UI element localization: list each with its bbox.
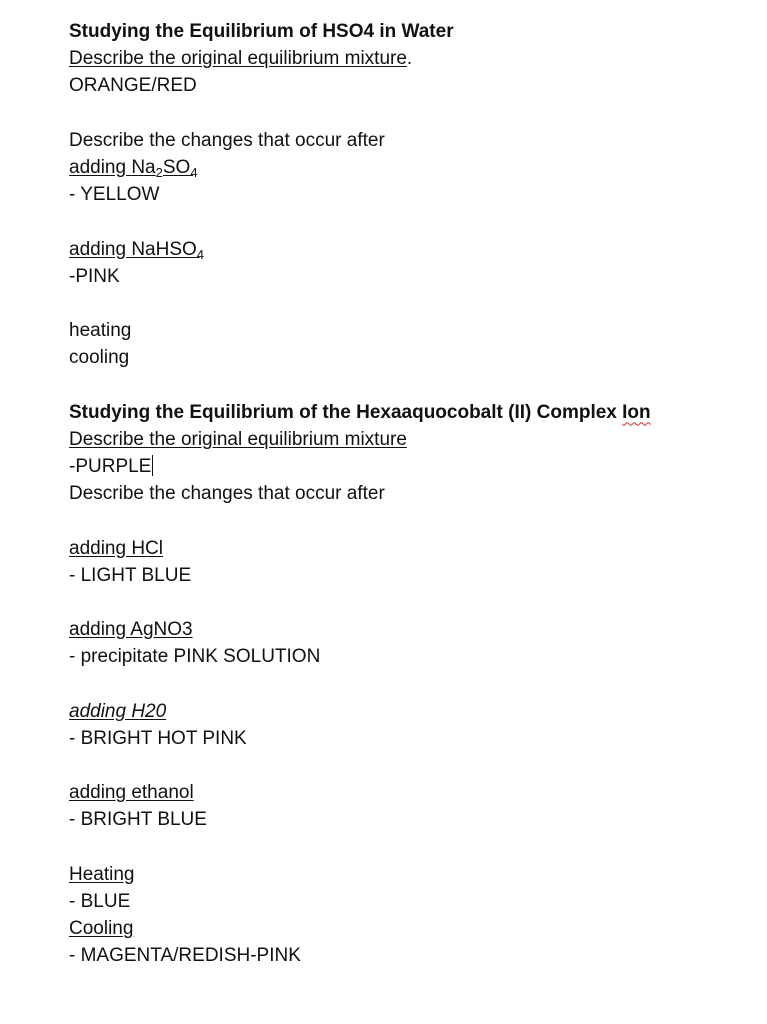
section2-hcl-answer: - LIGHT BLUE [69, 564, 192, 586]
blank-line [69, 507, 729, 534]
section2-describe-answer: -PURPLE [69, 456, 152, 477]
section2-heating-label: Heating [69, 863, 135, 885]
text-cursor [152, 455, 153, 476]
section2-cooling-label: Cooling [69, 918, 134, 940]
section2-title: Studying the Equilibrium of the Hexaaquocobalt (II) Complex Ion [69, 401, 651, 423]
section2-changes-prompt: Describe the changes that occur after [69, 483, 385, 505]
document-page[interactable] [69, 18, 729, 970]
section1-nahso4-answer: -PINK [69, 265, 120, 287]
section1-describe-answer: ORANGE/RED [69, 75, 197, 97]
blank-line [69, 589, 729, 616]
blank-line [69, 371, 729, 398]
section2-h2o-answer: - BRIGHT HOT PINK [69, 727, 247, 749]
blank-line [69, 100, 729, 127]
section1-changes-prompt: Describe the changes that occur after [69, 129, 385, 151]
blank-line [69, 208, 729, 235]
section2-ethanol-label: adding ethanol [69, 782, 194, 804]
section2-cooling-answer: - MAGENTA/REDISH-PINK [69, 945, 301, 967]
section1-heating: heating [69, 320, 132, 342]
blank-line [69, 290, 729, 317]
blank-line [69, 834, 729, 861]
section2-agno3-answer: - precipitate PINK SOLUTION [69, 646, 321, 668]
section1-describe-line [69, 45, 729, 72]
section2-describe-prompt: Describe the original equilibrium mixture [69, 428, 407, 450]
section1-nahso4-label: adding NaHSO$_4$ [69, 238, 205, 262]
section2-ethanol-answer: - BRIGHT BLUE [69, 809, 207, 831]
section1-describe-period: . [406, 48, 413, 70]
section1-na2so4-answer: - YELLOW [69, 184, 160, 206]
section2-agno3-label: adding AgNO3 [69, 619, 193, 641]
blank-line [69, 752, 729, 779]
section2-describe-answer-line[interactable] [69, 453, 729, 480]
section2-heating-answer: - BLUE [69, 891, 131, 912]
section1-cooling: cooling [69, 347, 130, 369]
section1-title: Studying the Equilibrium of HSO4 in Water [69, 21, 454, 42]
section1-describe-prompt: Describe the original equilibrium mixture [69, 48, 407, 70]
section1-na2so4-label: adding $Na_2SO_4$ [69, 156, 198, 180]
section2-h2o-label: adding H20 [69, 700, 167, 722]
blank-line [69, 671, 729, 698]
spellcheck-word[interactable]: Ion [622, 401, 651, 423]
section2-hcl-label: adding HCl [69, 537, 163, 559]
